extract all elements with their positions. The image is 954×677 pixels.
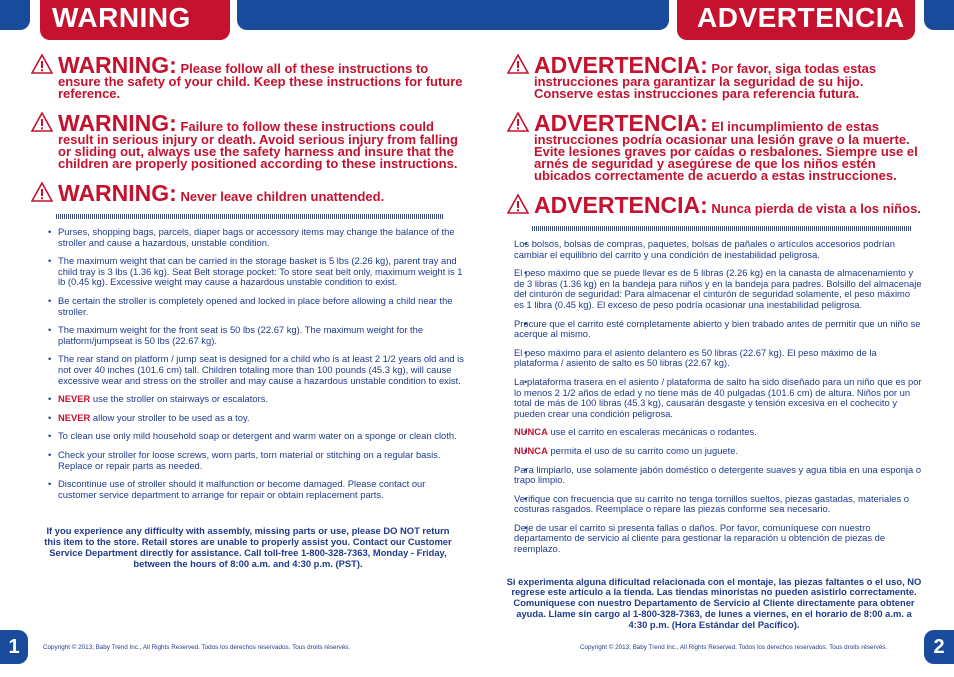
warning-text: El incumplimiento de estas instrucciones podría ocasionar una lesión grave o la muerte. Evite lesiones graves por caídas o resbalones. Siempre use el arnés de seguridad y asegúrese de que los niños estén ubicados correctamente de acuerdo a estas instrucciones. bbox=[534, 119, 918, 183]
warning-text: Nunca pierda de vista a los niños. bbox=[711, 201, 921, 216]
warning-banner: WARNING bbox=[40, 0, 230, 40]
divider bbox=[532, 226, 912, 231]
top-left-edge-bar bbox=[0, 0, 30, 30]
warning-heading: WARNING: bbox=[58, 52, 177, 78]
list-item: • Los bolsos, bolsas de compras, paquetes, bolsas de pañales o artículos accesorios podrían cambiar el equilibrio del carrito y una condición de inestabilidad peligrosa. bbox=[502, 239, 922, 260]
customer-service-note: If you experience any difficulty with assembly, missing parts or use, please DO NOT return this item to the store. Retail stores are unable to properly assist you. Contact our Customer Service Department directly for assistance. Call toll-free 1-800-328-7363, Monday - Friday, between the hours of 8:00 a.m. and 4:30 p.m. (PST). bbox=[44, 525, 452, 569]
warning-block bbox=[26, 182, 466, 204]
warning-triangle-icon bbox=[31, 54, 53, 74]
list-item: • El peso máximo que se puede llevar es de 5 libras (2.26 kg) en la canasta de almacenamiento y de 3 libras (1.36 kg) en la bandeja para niños y en la bandeja para padres. Bolsillo del almacenaje del cinturón de seguridad: Para almacenar el cinturón de seguridad solamente, el peso máximo es 1 libra (0.45 kg). El exceso de peso podría ocasionar una inestabilidad peligrosa. bbox=[502, 268, 922, 310]
warning-triangle-icon bbox=[31, 112, 53, 132]
instruction-list bbox=[26, 227, 466, 500]
instruction-list bbox=[502, 239, 922, 555]
warning-triangle-icon bbox=[507, 194, 529, 214]
customer-service-note: Si experimenta alguna dificultad relacionada con el montaje, las piezas faltantes o el uso, NO regrese este artículo a la tienda. Las tiendas minoristas no pueden asistirlo correctamente. Comuníquese con nuestro Departamento de Servicio al Cliente directamente para obtener ayuda. Llame sin cargo al 1-800-328-7363, de lunes a viernes, en el horario de 8:00 a.m. a 4:30 p.m. (Hora Estándar del Pacífico). bbox=[506, 575, 922, 630]
right-page bbox=[502, 54, 922, 631]
list-item: • La plataforma trasera en el asiento / plataforma de salto ha sido diseñado para un niño que es por lo menos 2 1/2 años de edad y no tiene más de 40 pulgadas (101.6 cm) de altura. Niños por un total de más de 100 libras (45.3 kg), causarán desgaste y tensión excesiva en el cochecito y pueden crear una condición peligrosa. bbox=[502, 377, 922, 419]
page-number: 1 bbox=[0, 630, 28, 664]
warning-text: Por favor, siga todas estas instrucciones para garantizar la seguridad de su hijo. Conserve estas instrucciones para referencia futura. bbox=[534, 61, 877, 101]
list-item: • Para limpiarlo, use solamente jabón doméstico o detergente suaves y agua tibia en una esponja o trapo limpio. bbox=[502, 465, 922, 486]
list-item: • The rear stand on platform / jump seat is designed for a child who is at least 2 1/2 years old and is not over 40 inches (101.6 cm) tall. Children totaling more than 100 pounds (45.3 kg), will cause excessive wear and stress on the stroller and may cause a hazardous unstable condition to exist. bbox=[26, 354, 466, 386]
list-item: • Procure que el carrito esté completamente abierto y bien trabado antes de permitir que un niño se acerque al mismo. bbox=[502, 319, 922, 340]
list-item: • NUNCA use el carrito en escaleras mecánicas o rodantes. bbox=[502, 427, 922, 438]
warning-text: Never leave children unattended. bbox=[180, 189, 385, 204]
list-item: • Verifique con frecuencia que su carrito no tenga tornillos sueltos, piezas gastadas, materiales o costuras rasgados. Reemplace o repare las piezas conforme sea necesario. bbox=[502, 494, 922, 515]
list-item: • The maximum weight for the front seat is 50 lbs (22.67 kg). The maximum weight for the platform/jumpseat is 50 lbs (22.67 kg). bbox=[26, 325, 466, 346]
top-center-bar bbox=[237, 0, 669, 30]
warning-text: Please follow all of these instructions to ensure the safety of your child. Keep these instructions for future reference. bbox=[58, 61, 463, 101]
warning-block bbox=[502, 194, 922, 216]
list-item: • Discontinue use of stroller should it malfunction or become damaged. Please contact our customer service department to arrange for repair or obtain replacement parts. bbox=[26, 479, 466, 500]
warning-triangle-icon bbox=[507, 54, 529, 74]
warning-text: Failure to follow these instructions could result in serious injury or death. Avoid serious injury from falling or sliding out, always use the safety harness and insure that the children are properly positioned according to these instructions. bbox=[58, 119, 458, 171]
divider bbox=[56, 214, 444, 219]
advertencia-banner: ADVERTENCIA bbox=[677, 0, 915, 40]
copyright-text: Copyright © 2013, Baby Trend Inc., All Rights Reserved. Todos los derechos reservados. Tous droits réservés. bbox=[580, 644, 888, 651]
list-item: • Check your stroller for loose screws, worn parts, torn material or stitching on a regular basis. Replace or repair parts as needed. bbox=[26, 450, 466, 471]
left-page bbox=[26, 54, 466, 569]
warning-block bbox=[502, 112, 922, 182]
list-item: • Purses, shopping bags, parcels, diaper bags or accessory items may change the balance of the stroller and cause a hazardous, unstable condition. bbox=[26, 227, 466, 248]
page-number: 2 bbox=[924, 630, 954, 664]
list-item: • To clean use only mild household soap or detergent and warm water on a sponge or clean cloth. bbox=[26, 431, 466, 442]
top-right-edge-bar bbox=[924, 0, 954, 30]
list-item: • The maximum weight that can be carried in the storage basket is 5 lbs (2.26 kg), parent tray and child tray is 3 lbs (1.36 kg). Seat Belt storage pocket: To store seat belt only, maximum weight is 1 lb (0.45 kg). Excessive weight may cause a hazardous unstable condition to exist. bbox=[26, 256, 466, 288]
warning-triangle-icon bbox=[507, 112, 529, 132]
warning-block bbox=[26, 112, 466, 170]
warning-heading: WARNING: bbox=[58, 180, 177, 206]
warning-heading: ADVERTENCIA: bbox=[534, 110, 708, 136]
warning-heading: ADVERTENCIA: bbox=[534, 192, 708, 218]
list-item: • NEVER allow your stroller to be used as a toy. bbox=[26, 413, 466, 424]
list-item: • Deje de usar el carrito si presenta fallas o daños. Por favor, comuníquese con nuestro departamento de servicio al cliente para gestionar la reparación u obtención de piezas de reemplazo. bbox=[502, 523, 922, 555]
copyright-text: Copyright © 2013, Baby Trend Inc., All Rights Reserved. Todos los derechos reservados. Tous droits réservés. bbox=[43, 644, 351, 651]
warning-block bbox=[26, 54, 466, 100]
warning-heading: WARNING: bbox=[58, 110, 177, 136]
list-item: • NUNCA permita el uso de su carrito como un juguete. bbox=[502, 446, 922, 457]
list-item: • NEVER use the stroller on stairways or escalators. bbox=[26, 394, 466, 405]
warning-heading: ADVERTENCIA: bbox=[534, 52, 708, 78]
list-item: • Be certain the stroller is completely opened and locked in place before allowing a child near the stroller. bbox=[26, 296, 466, 317]
warning-block bbox=[502, 54, 922, 100]
list-item: • El peso máximo para el asiento delantero es 50 libras (22.67 kg). El peso máximo de la plataforma / asiento de salto es 50 libras (22.67 kg). bbox=[502, 348, 922, 369]
warning-triangle-icon bbox=[31, 182, 53, 202]
